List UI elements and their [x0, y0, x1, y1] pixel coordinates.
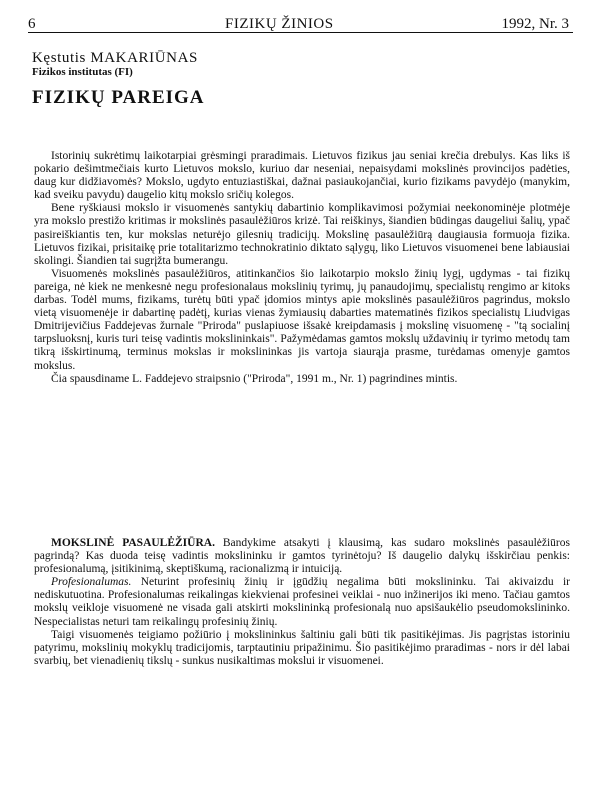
paragraph: Bene ryškiausi mokslo ir visuomenės santykių dabartinio komplikavimosi požymiai neekonominėje plotmėje yra mokslo prestižo kritimas ir mokslinės pasaulėžiūros krizė. Tai reiškinys, šiandien būdingas daugeliui šalių, ypač pasireiškiantis ten, kur mokslas neturėjo gilesnių tradicijų. Mokslinę pasaulėžiūrą daugiausia formuoja fizika. Lietuvos fizikai, prisitaikę prie totalitarizmo technokratinio diktato sąlygų, liko Lietuvos visuomenei bene labiausiai skolingi. Šiandien tai sugrįžta bumerangu.: [34, 202, 570, 267]
paragraph: Čia spausdiname L. Faddejevo straipsnio ("Priroda", 1991 m., Nr. 1) pagrindines mintis.: [51, 372, 458, 385]
paragraph: Istorinių sukrėtimų laikotarpiai grėsmingi praradimais. Lietuvos fizikus jau seniai krečia drebulys. Kas liks iš pokario dešimtmečiais kurto Lietuvos mokslo, kuriuo dar neseniai, nepaisydami mokslinės provincijos padėties, daug kur didžiavomės? Mokslo, ugdyto entuziastiškai, dažnai pasiaukojančiai, kurio fizikams pavydėjo (manykim, kad sveiku pavydu) daugelio kitų mokslo sričių kolegos.: [34, 150, 570, 202]
section-lead: Bandykime atsakyti į klausimą, kas sudaro mokslinės pasaulėžiūros pagrindą? Kas duoda teisę vadintis mokslininku ir gamtos tyrinėtoju? Iš daugelio dalykų išskirčiau penkis: profesionalumą, įsitikinimą, skeptiškumą, racionalizmą ir intuiciją.: [34, 537, 570, 576]
paragraph: [34, 576, 570, 628]
section-heading: MOKSLINĖ PASAULĖŽIŪRA.: [51, 537, 215, 549]
intro-text: [34, 150, 570, 386]
journal-name: FIZIKŲ ŽINIOS: [225, 16, 334, 32]
issue-number: 1992, Nr. 3: [501, 16, 569, 32]
subsection-heading: Profesionalumas.: [51, 576, 132, 589]
running-header: [28, 16, 573, 32]
section-text: [34, 537, 570, 668]
paragraph: [34, 537, 570, 576]
header-rule: [28, 32, 573, 33]
paragraph: Visuomenės mokslinės pasaulėžiūros, atitinkančios šio laikotarpio mokslo žinių lygį, ugdymas - tai fizikų pareiga, nė kiek ne menkesnė negu profesionalaus mokslinių tyrimų, jų panaudojimų, specialistų rengimo ar kitoks darbas. Todėl mums, fizikams, turėtų būti ypač įdomios mintys apie mokslinės pasaulėžiūros pagrindus, mokslo vietą visuomenėje ir dabartinę padėtį, kurias vienas žymiausių dabarties matematinės fizikos specialistų Liudvigas Dmitrijevičius Faddejevas žurnale "Priroda" puslapiuose išsakė kreipdamasis į mokslinę visuomenę - "tą socialinį tarpsluoksnį, kuris turi teisę vadintis mokslininkais". Pažymėdamas gamtos mokslų uždavinių ir tyrimo metodų tam tikrą išskirtinumą, terminus mokslas ir mokslininkas jis vartoja siaurąja prasme, turėdamas omenyje gamtos mokslus.: [34, 267, 570, 372]
paragraph: Taigi visuomenės teigiamo požiūrio į mokslininkus šaltiniu gali būti tik pasitikėjimas. Jis pagrįstas istoriniu patyrimu, mokslinių mokyklų tradicijomis, tarptautiniu pripažinimu. Šio pasitikėjimo praradimas - nors ir dėl labai svarbių, bet vienadienių tikslų - sunkus nusikaltimas mokslui ir visuomenei.: [34, 628, 570, 667]
page-number: 6: [28, 16, 36, 32]
subsection-text: Neturint profesinių žinių ir įgūdžių negalima būti mokslininku. Tai akivaizdu ir nediskutuotina. Profesionalumas reikalingas kiekvienai profesinei veiklai - nuo inžinerijos iki meno. Tačiau gamtos mokslų veikloje visuomenė ne visada gali atskirti mokslininką profesionalą nuo apsišaukėlio pseudomokslininko. Nespecialistas neturi tam reikalingų profesinių žinių.: [34, 576, 570, 628]
author-name: Kęstutis MAKARIŪNAS: [32, 50, 198, 66]
article-title: FIZIKŲ PAREIGA: [32, 87, 205, 108]
author-institute: Fizikos institutas (FI): [32, 66, 133, 78]
